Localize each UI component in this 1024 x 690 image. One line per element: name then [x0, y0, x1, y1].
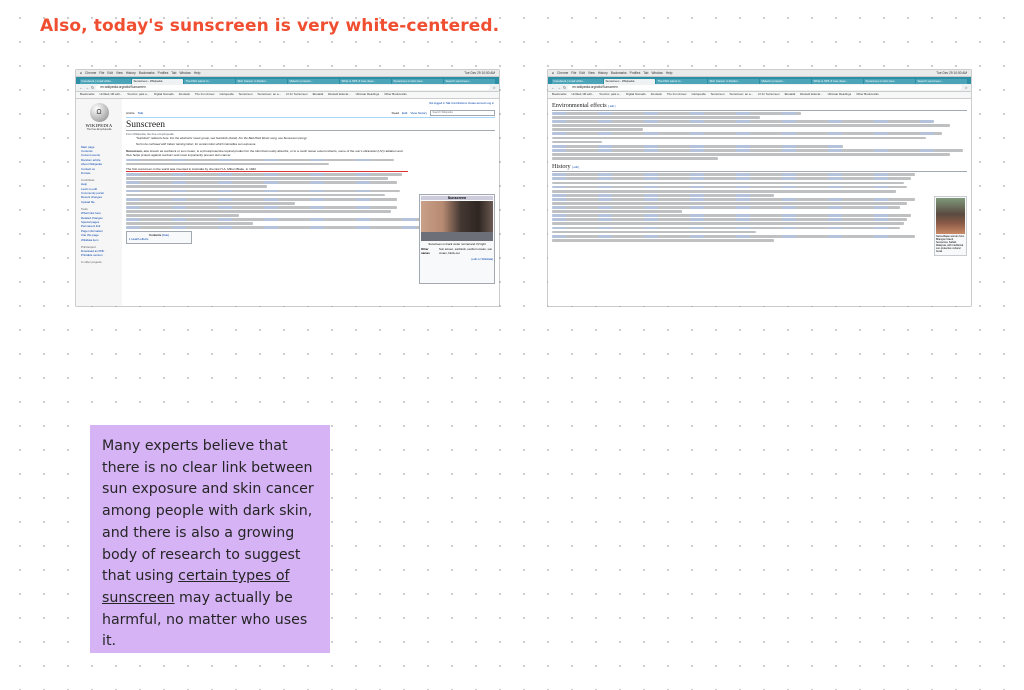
text-line	[126, 177, 388, 180]
tab-view-history[interactable]: View history	[410, 111, 427, 115]
text-line	[552, 116, 760, 119]
bookmark-item[interactable]: Sunscreen	[238, 92, 253, 96]
text-line	[552, 222, 904, 225]
text-line	[552, 145, 843, 148]
hatnote: Not to be confused with Indoor tanning lotion, for suntan lotion which intensifies sun exposure.	[136, 142, 257, 146]
browser-tab[interactable]: Sunscreen in skin tone	[864, 79, 915, 85]
sidebar-item[interactable]: Download as PDF	[81, 248, 105, 253]
tab-talk[interactable]: Talk	[137, 111, 144, 115]
section-heading-environmental	[552, 102, 967, 111]
sunscreen-back-photo[interactable]	[421, 201, 493, 241]
text-line	[552, 132, 942, 135]
sidebar-heading: Tools	[81, 206, 88, 211]
clock: Tue Dec 29 10:50 AM	[464, 71, 495, 75]
wikipedia-globe-icon: Ω	[90, 103, 109, 122]
infobox-edit-link[interactable]: [edit on Wikidata]	[471, 256, 493, 261]
menu-item[interactable]: Help	[665, 71, 673, 75]
infobox-title: Sunscreen	[421, 196, 493, 200]
sidebar-item[interactable]: Recent changes	[81, 195, 102, 200]
url-bar	[76, 84, 499, 92]
text-line	[552, 235, 915, 238]
apple-icon: ●	[80, 71, 82, 75]
sidebar-item[interactable]: Donate	[81, 170, 91, 175]
text-line	[126, 214, 239, 217]
sidebar-item[interactable]: Upload file	[81, 199, 95, 204]
page-subtitle: From Wikipedia, the free encyclopedia	[126, 131, 174, 136]
text-line	[552, 194, 774, 197]
bookmark-item[interactable]: CI for Sunscreen	[757, 92, 780, 96]
toc-hide-link[interactable]: [hide]	[162, 233, 169, 238]
url-bar	[548, 84, 971, 92]
browser-tab[interactable]: Search sunscreen...	[444, 79, 495, 85]
reload-icon[interactable]: ↻	[91, 85, 95, 90]
browser-tab[interactable]: Sunscreen in skin tone	[392, 79, 443, 85]
highlighted-sentence: The first sunscreen in the world was invented in Australia by chemist H.A. Milton Blake, in 1932	[126, 167, 408, 172]
sidebar-item[interactable]: Cite this page	[81, 233, 99, 238]
text-line	[126, 198, 397, 201]
infobox-caption: Sunscreen on back under normal and UV light	[428, 241, 486, 246]
browser-tab[interactable]: Search sunscreen...	[916, 79, 967, 85]
browser-tab-active[interactable]: Sunscreen - Wikipedia	[132, 79, 183, 85]
text-line	[126, 163, 329, 166]
text-line	[126, 206, 397, 209]
text-line	[552, 206, 900, 209]
menu-item[interactable]: Bookmarks	[610, 71, 627, 75]
text-line	[552, 128, 643, 131]
bookmark-item[interactable]: Sunscreen	[710, 92, 725, 96]
article-content	[552, 101, 967, 243]
section-edit-link[interactable]: [ edit ]	[608, 104, 616, 108]
forward-icon[interactable]: →	[85, 85, 89, 90]
menu-item[interactable]: File	[99, 71, 105, 75]
back-icon[interactable]: ←	[79, 85, 83, 90]
bookmark-item[interactable]: Bookmarks	[80, 92, 95, 96]
back-icon[interactable]: ←	[551, 85, 555, 90]
browser-tab[interactable]: The FDA wants to...	[184, 79, 235, 85]
text-line	[552, 141, 602, 144]
sidebar-item[interactable]: Contents	[81, 148, 93, 153]
hatnote: "Sunblock" redirects here. For the electronic music group, see Sunblock (band). For the Bad Plant Music song, see Sunscreen (song).	[136, 136, 308, 141]
menu-item[interactable]: Profiles	[157, 71, 169, 75]
sidebar-item[interactable]: What links here	[81, 211, 101, 216]
text-line	[552, 202, 907, 205]
browser-tab[interactable]: The FDA wants to...	[656, 79, 707, 85]
lead-bold: Sunscreen,	[126, 148, 143, 153]
sidebar-item[interactable]: Printable version	[81, 253, 103, 258]
text-line	[552, 149, 963, 152]
text-line	[552, 210, 682, 213]
text-line	[552, 124, 950, 127]
wiki-sidebar	[76, 99, 122, 307]
bookmark-item[interactable]: Ebutadr Educat...	[800, 92, 823, 96]
bookmark-item[interactable]: The Iron Annex	[194, 92, 215, 96]
text-line	[126, 173, 402, 176]
menu-item[interactable]: Edit	[579, 71, 585, 75]
text-line	[552, 218, 907, 221]
bookmark-item[interactable]: Other Bookmarks	[384, 92, 407, 96]
lead-text: also known as sunblock or sun cream, is a photoprotective topical product for the skin that mostly absorbs, or to a much lesser extent reflects, some of the sun's ultraviolet (UV) radiation and thus helps protect against sunburn and most importantly prevent skin cancer.	[126, 148, 403, 157]
text-line	[126, 181, 397, 184]
sidebar-item[interactable]: Wikidata item	[81, 237, 99, 242]
bookmark-item[interactable]: The Iron Annex	[666, 92, 687, 96]
wiki-search-input[interactable]: Search Wikipedia	[430, 110, 495, 117]
clock: Tue Dec 29 10:50 AM	[936, 71, 967, 75]
reload-icon[interactable]: ↻	[563, 85, 567, 90]
bookmark-item[interactable]: Ebutadk	[784, 92, 796, 96]
text-line	[126, 185, 267, 188]
sidebar-item[interactable]: Contact us	[81, 166, 95, 171]
browser-tab-strip	[548, 77, 971, 84]
bookmark-item[interactable]: Zendesk	[178, 92, 190, 96]
sidebar-item[interactable]: Current events	[81, 153, 100, 158]
note-underlined-link[interactable]: certain types of sunscreen	[102, 568, 290, 606]
bookmark-item[interactable]: Digital Nomads	[626, 92, 646, 96]
bookmark-item[interactable]: Ebutadk	[312, 92, 324, 96]
text-line	[126, 159, 394, 162]
menu-item[interactable]: View	[115, 71, 123, 75]
text-line	[552, 214, 911, 217]
sidebar-item[interactable]: Learn to edit	[81, 186, 98, 191]
text-line	[126, 194, 385, 197]
sama-bajau-woman-photo[interactable]	[936, 198, 965, 234]
text-line	[552, 120, 934, 123]
wikipedia-logo[interactable]	[83, 103, 115, 131]
text-line	[552, 239, 774, 242]
bookmark-item[interactable]: Digital Nomads	[154, 92, 174, 96]
bookmark-item[interactable]: Bookmarks	[552, 92, 567, 96]
star-icon[interactable]: ☆	[964, 85, 968, 90]
browser-tab-strip	[76, 77, 499, 84]
section-heading-history	[552, 163, 967, 172]
menu-item[interactable]: Help	[193, 71, 201, 75]
bookmark-item[interactable]: Sunscreen: an a...	[257, 92, 281, 96]
infobox-label: Other names	[421, 246, 430, 255]
bookmark-item[interactable]: Ebutadr Educat...	[328, 92, 351, 96]
bookmark-item[interactable]: Ultimate Readings	[355, 92, 380, 96]
text-line	[126, 210, 391, 213]
text-line	[552, 177, 911, 180]
menu-item[interactable]: History	[125, 71, 136, 75]
bookmark-item[interactable]: Sunscreen: an a...	[729, 92, 753, 96]
table-of-contents	[126, 231, 192, 243]
thumbnail-caption: Sama-Bajau woman from Bilangan Island, Semporna, Sabah, Malaysia, with traditional sun-protective cultural burak	[936, 234, 965, 253]
text-line	[126, 202, 295, 205]
screenshot-wikipedia-sunscreen-top	[76, 70, 499, 306]
bookmark-item[interactable]: Untitled-1M edit...	[99, 92, 123, 96]
sidebar-item[interactable]: Random article	[81, 157, 101, 162]
sidebar-item[interactable]: Special pages	[81, 220, 100, 224]
wikipedia-page	[548, 99, 971, 307]
browser-tab[interactable]: Melanin protects...	[760, 79, 811, 85]
browser-tab[interactable]: Skin Cancer in Darker...	[708, 79, 759, 85]
tab-edit[interactable]: Edit	[402, 111, 408, 115]
menu-item[interactable]: Tab	[171, 71, 177, 75]
menu-item[interactable]: Window	[179, 71, 191, 75]
logo-text: WIKIPEDIA	[85, 122, 113, 128]
sidebar-item[interactable]: Community portal	[81, 191, 104, 196]
browser-tab[interactable]: Facebook | small white...	[80, 79, 131, 85]
browser-tab-active[interactable]: Sunscreen - Wikipedia	[604, 79, 655, 85]
browser-tab[interactable]: Melanin protects...	[288, 79, 339, 85]
tab-article[interactable]: Article	[126, 110, 135, 115]
user-tools[interactable]: Not logged in Talk Contributions Create account Log in	[429, 101, 494, 105]
sidebar-item[interactable]: About Wikipedia	[81, 162, 102, 167]
address-input[interactable]: en.wikipedia.org/wiki/Sunscreen	[96, 85, 490, 90]
wikipedia-page	[76, 99, 499, 307]
browser-tab[interactable]: What is SPF & how does...	[812, 79, 863, 85]
text-line	[552, 186, 907, 189]
quote-note-card	[90, 425, 330, 653]
sidebar-item[interactable]: Permanent link	[81, 224, 101, 229]
bookmark-item[interactable]: Untitled-1M edit...	[571, 92, 595, 96]
sidebar-item[interactable]: Main page	[81, 144, 95, 149]
mac-menu-bar	[548, 70, 971, 77]
bookmark-item[interactable]: Ultimate Readings	[827, 92, 852, 96]
text-line	[552, 137, 926, 140]
text-line	[552, 112, 801, 115]
text-line	[126, 190, 400, 193]
tab-read[interactable]: Read	[391, 110, 400, 115]
slide-headline: Also, today's sunscreen is very white-centered.	[40, 16, 500, 36]
sidebar-heading: In other projects	[81, 260, 102, 265]
history-thumbnail	[934, 196, 967, 256]
menu-item[interactable]: History	[597, 71, 608, 75]
mac-menu-bar	[76, 70, 499, 77]
infobox-value: Sun screen, sunblock, sunburn cream, sun cream, block-out	[439, 246, 493, 255]
page-tabs	[126, 110, 495, 118]
lead-paragraph	[126, 149, 408, 229]
text-line	[552, 153, 950, 156]
screenshot-wikipedia-sunscreen-history	[548, 70, 971, 306]
star-icon[interactable]: ☆	[492, 85, 496, 90]
infobox	[419, 194, 495, 284]
text-line	[126, 222, 253, 225]
menu-item[interactable]: Chrome	[84, 71, 97, 75]
address-input[interactable]: en.wikipedia.org/wiki/Sunscreen	[568, 85, 962, 90]
browser-tab[interactable]: Skin Cancer in Darker...	[236, 79, 287, 85]
section-title: Environmental effects	[552, 101, 607, 109]
menu-item[interactable]: Chrome	[556, 71, 569, 75]
menu-item[interactable]: Profiles	[629, 71, 641, 75]
menu-item[interactable]: Edit	[107, 71, 113, 75]
sidebar-nav	[81, 145, 104, 265]
text-line	[552, 190, 896, 193]
text-line	[552, 157, 718, 160]
bookmark-item[interactable]: Other Bookmarks	[856, 92, 879, 96]
bookmark-item[interactable]: Cartopedia	[219, 92, 234, 96]
text-line	[552, 182, 904, 185]
bookmark-item[interactable]: CI for Sunscreen	[285, 92, 308, 96]
menu-item[interactable]: Bookmarks	[138, 71, 155, 75]
text-line	[552, 198, 915, 201]
menu-item[interactable]: Window	[651, 71, 663, 75]
menu-item[interactable]: File	[571, 71, 577, 75]
bookmark-item[interactable]: Cartopedia	[691, 92, 706, 96]
page-title: Sunscreen	[126, 120, 495, 131]
menu-item[interactable]: View	[587, 71, 595, 75]
note-text: may actually be harmful, no matter who uses it.	[102, 589, 308, 650]
note-text: Many experts believe that there is no clear link between sun exposure and skin cancer among people with dark skin, and there is also a growing body of research to suggest that using	[102, 438, 314, 585]
apple-icon: ●	[552, 71, 554, 75]
sidebar-item[interactable]: Page information	[81, 228, 103, 233]
forward-icon[interactable]: →	[557, 85, 561, 90]
sidebar-heading: Contribute	[81, 177, 95, 182]
text-line	[552, 173, 915, 176]
section-edit-link[interactable]: [ edit ]	[572, 165, 580, 169]
menu-item[interactable]: Tab	[643, 71, 649, 75]
bookmark-item[interactable]: Zendesk	[650, 92, 662, 96]
sidebar-item[interactable]: Related changes	[81, 215, 103, 220]
sidebar-item[interactable]: Help	[81, 182, 87, 187]
section-title: History	[552, 162, 571, 170]
toc-title: Contents	[149, 233, 162, 238]
bookmark-item[interactable]: Tourism: past a...	[127, 92, 150, 96]
browser-tab[interactable]: Facebook | small white...	[552, 79, 603, 85]
bookmark-item[interactable]: Tourism: past a...	[599, 92, 622, 96]
sidebar-heading: Print/export	[81, 244, 96, 249]
logo-subtitle: The Free Encyclopedia	[86, 127, 112, 131]
history-paragraphs	[552, 173, 922, 241]
text-line	[552, 227, 900, 230]
toc-item[interactable]: 1 Health effects	[129, 237, 149, 242]
browser-tab[interactable]: What is SPF & how does...	[340, 79, 391, 85]
text-line	[552, 231, 756, 234]
